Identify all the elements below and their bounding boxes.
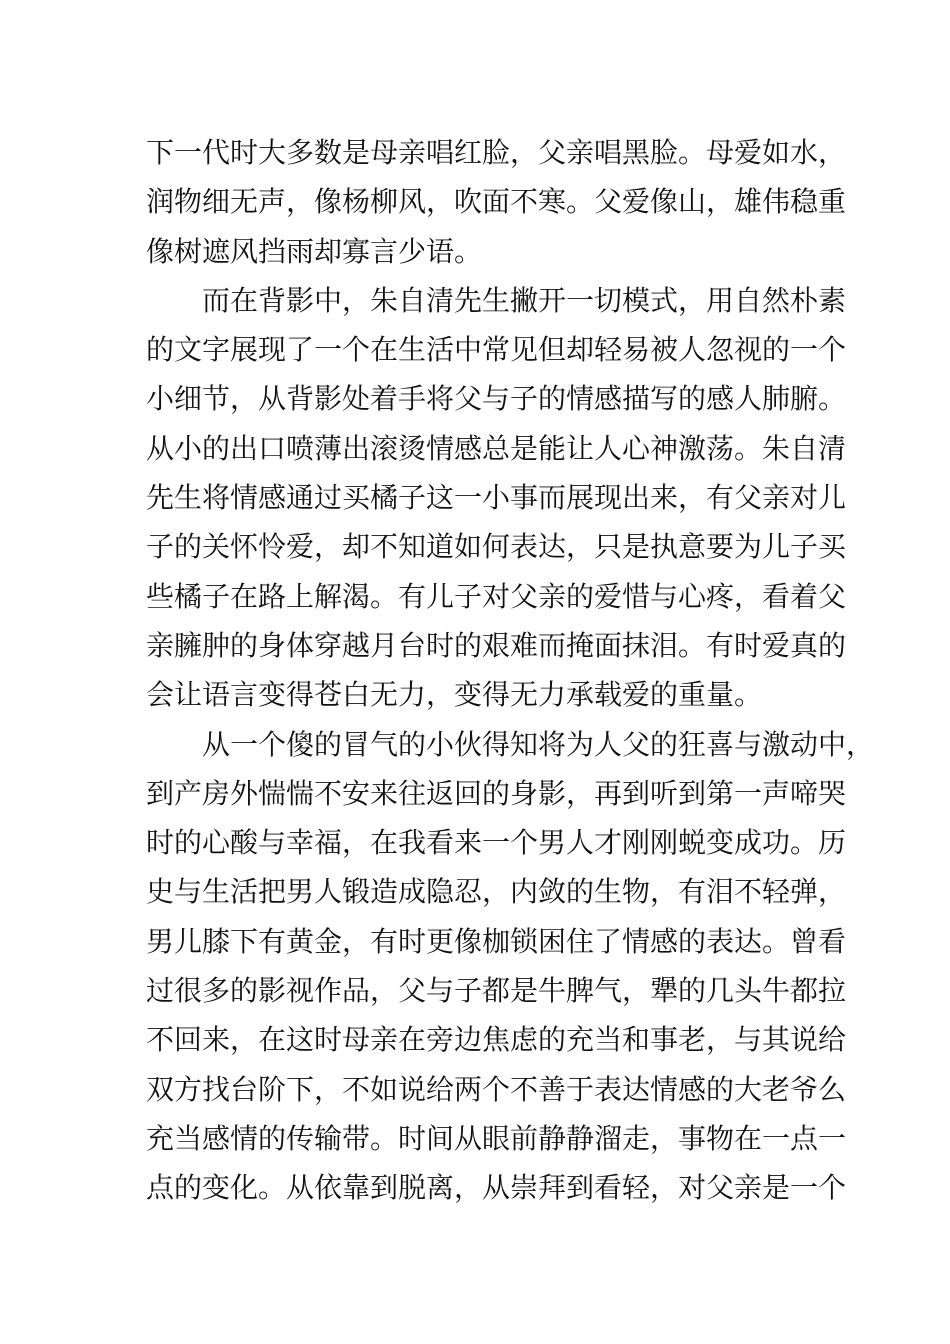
text-line: 双方找台阶下，不如说给两个不善于表达情感的大老爷么 (146, 1072, 847, 1106)
paragraph-start-line: 而在背影中，朱自清先生撇开一切模式，用自然朴素 (202, 283, 847, 317)
text-line: 时的心酸与幸福，在我看来一个男人才刚刚蜕变成功。历 (146, 826, 847, 860)
text-line: 亲臃肿的身体穿越月台时的艰难而掩面抹泪。有时爱真的 (146, 628, 847, 662)
text-line: 充当感情的传输带。时间从眼前静静溜走，事物在一点一 (146, 1121, 847, 1155)
text-line: 不回来，在这时母亲在旁边焦虑的充当和事老，与其说给 (146, 1023, 847, 1057)
text-line: 子的关怀怜爱，却不知道如何表达，只是执意要为儿子买 (146, 530, 847, 564)
text-line: 史与生活把男人锻造成隐忍，内敛的生物，有泪不轻弹， (146, 875, 847, 909)
essay-body (146, 128, 875, 1213)
text-line: 些橘子在路上解渴。有儿子对父亲的爱惜与心疼，看着父 (146, 579, 847, 613)
paragraph-start-line: 从一个傻的冒气的小伙得知将为人父的狂喜与激动中， (202, 727, 875, 761)
text-line: 小细节，从背影处着手将父与子的情感描写的感人肺腑。 (146, 382, 847, 416)
text-line: 到产房外惴惴不安来往返回的身影，再到听到第一声啼哭 (146, 776, 847, 810)
text-line: 先生将情感通过买橘子这一小事而展现出来，有父亲对儿 (146, 481, 847, 515)
text-line: 点的变化。从依靠到脱离，从崇拜到看轻，对父亲是一个 (146, 1171, 847, 1205)
text-line: 下一代时大多数是母亲唱红脸，父亲唱黑脸。母爱如水， (146, 136, 847, 169)
text-line: 过很多的影视作品，父与子都是牛脾气，犟的几头牛都拉 (146, 974, 847, 1008)
text-line: 的文字展现了一个在生活中常见但却轻易被人忽视的一个 (146, 333, 847, 367)
text-line: 从小的出口喷薄出滚烫情感总是能让人心神激荡。朱自清 (146, 431, 847, 465)
text-line: 像树遮风挡雨却寡言少语。 (146, 234, 483, 268)
text-line: 会让语言变得苍白无力，变得无力承载爱的重量。 (146, 678, 763, 712)
text-line: 男儿膝下有黄金，有时更像枷锁困住了情感的表达。曾看 (146, 924, 847, 958)
text-line: 润物细无声，像杨柳风，吹面不寒。父爱像山，雄伟稳重 (146, 185, 847, 219)
